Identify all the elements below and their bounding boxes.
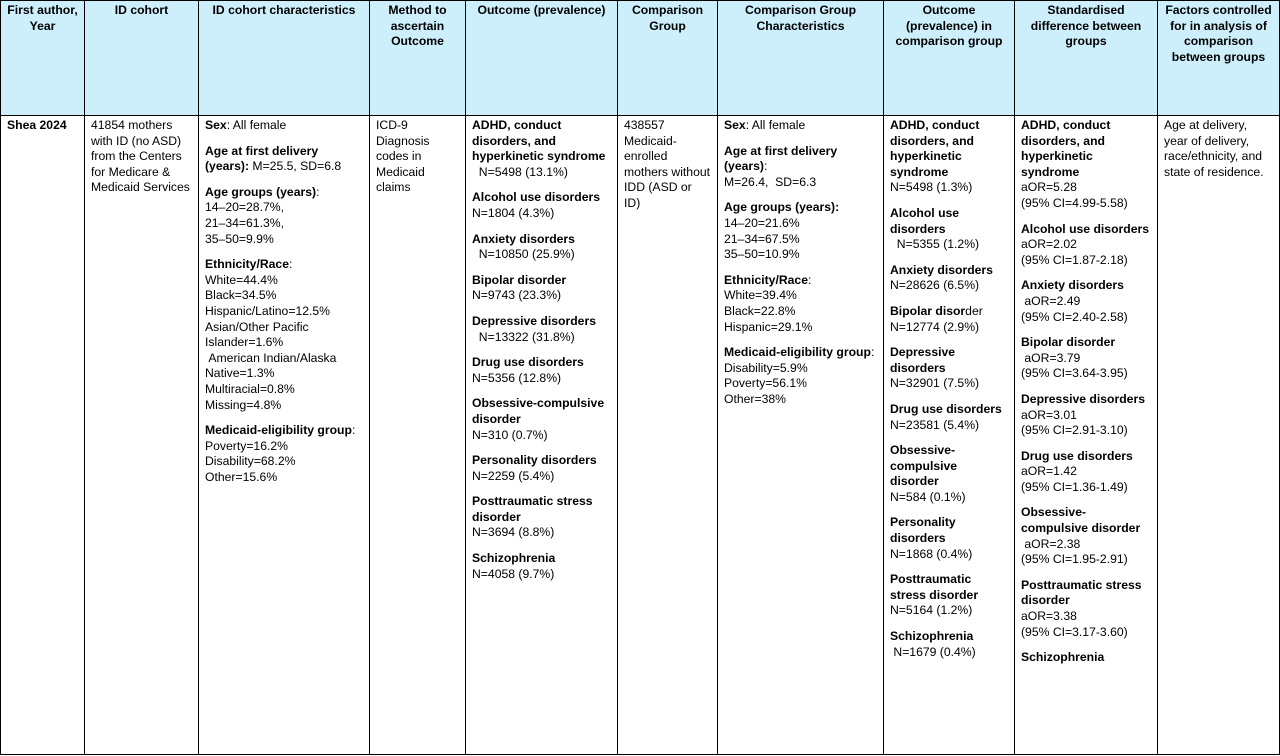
cell-block xyxy=(890,118,1008,196)
cell-outcomes xyxy=(466,116,618,755)
block-label: Obsessive-compulsive disorder xyxy=(890,443,958,489)
cell-comparison-outcomes xyxy=(884,116,1015,755)
block-label: Medicaid-eligibility group xyxy=(205,423,352,438)
block-line: N=12774 (2.9%) xyxy=(890,319,980,334)
block-label: Drug use disorders xyxy=(472,355,584,370)
block-text: : xyxy=(808,272,812,287)
block-label: Schizophrenia xyxy=(472,551,556,566)
cell-block xyxy=(890,345,1008,392)
block-line: 35–50=10.9% xyxy=(724,247,800,262)
cell-block xyxy=(890,304,1008,335)
cell-standardised-difference xyxy=(1015,116,1158,755)
block-line: 21–34=61.3%, xyxy=(205,215,284,230)
cell-block xyxy=(205,144,363,175)
block-label: Bipolar disorder xyxy=(1021,335,1116,350)
block-line: N=5355 (1.2%) xyxy=(890,237,980,252)
header-first-author: First author, Year xyxy=(1,1,85,116)
cell-id-characteristics xyxy=(199,116,370,755)
block-label: Age groups (years) xyxy=(205,184,317,199)
block-label: Posttraumatic stress disorder xyxy=(890,572,979,602)
block-text: : All female xyxy=(226,118,287,132)
cell-block xyxy=(1021,578,1151,640)
block-label: Obsessive-compulsive disorder xyxy=(1021,505,1141,536)
block-line: N=584 (0.1%) xyxy=(890,489,966,504)
block-line: Black=22.8% xyxy=(724,303,796,318)
cell-block xyxy=(1021,650,1151,666)
block-line: N=28626 (6.5%) xyxy=(890,278,980,293)
block-label: Depressive disorders xyxy=(472,313,596,328)
cell-block xyxy=(890,263,1008,294)
block-line: (95% CI=4.99-5.58) xyxy=(1021,195,1128,210)
block-line: aOR=2.02 xyxy=(1021,237,1077,252)
block-line: (95% CI=1.95-2.91) xyxy=(1021,552,1128,567)
block-line: aOR=1.42 xyxy=(1021,464,1077,479)
block-label: Depressive disorders xyxy=(890,345,956,375)
cell-block xyxy=(890,443,1008,505)
block-line: aOR=3.38 xyxy=(1021,609,1077,624)
block-label: Medicaid-eligibility group xyxy=(724,345,871,360)
block-line: N=9743 (23.3%) xyxy=(472,288,562,303)
cell-block xyxy=(724,273,877,335)
block-label: Anxiety disorders xyxy=(890,262,993,277)
cell-block xyxy=(890,515,1008,562)
block-line: N=5356 (12.8%) xyxy=(472,370,562,385)
block-line: Disability=5.9% xyxy=(724,360,808,375)
table-row xyxy=(1,116,1280,755)
block-line: Hispanic=29.1% xyxy=(724,319,813,334)
cell-block xyxy=(472,118,611,180)
block-text: N=2259 (5.4%) xyxy=(472,468,555,483)
cell-block xyxy=(472,273,611,304)
block-label: Bipolar disor xyxy=(890,303,966,318)
cell-block xyxy=(724,200,877,262)
cell-block xyxy=(472,551,611,582)
block-line: (95% CI=1.87-2.18) xyxy=(1021,252,1128,267)
cell-factors: Age at delivery, year of delivery, race/ethnicity, and state of residence. xyxy=(1158,116,1280,755)
block-line: Missing=4.8% xyxy=(205,397,282,412)
block-label: Age at first delivery (years): xyxy=(205,143,319,174)
cell-block xyxy=(472,453,611,484)
block-label: Sex xyxy=(724,118,746,132)
block-line: 14–20=21.6% xyxy=(724,215,800,230)
block-label: Alcohol use disorders xyxy=(890,205,960,236)
cell-comparison-group: 438557 Medicaid-enrolled mothers without IDD (ASD or ID) xyxy=(618,116,718,755)
block-label: Posttraumatic stress disorder xyxy=(472,494,593,524)
block-label: Personality disorders xyxy=(472,453,597,468)
cell-block xyxy=(472,232,611,263)
block-line: N=5498 (1.3%) xyxy=(890,180,973,195)
header-row xyxy=(1,1,1280,116)
block-label: Posttraumatic stress disorder xyxy=(1021,577,1142,608)
cell-block xyxy=(890,206,1008,253)
block-label: Schizophrenia xyxy=(1021,650,1105,665)
header-id-cohort-characteristics: ID cohort characteristics xyxy=(199,1,370,116)
block-line: N=1679 (0.4%) xyxy=(890,644,976,659)
block-label: Schizophrenia xyxy=(890,629,974,644)
cell-block xyxy=(205,118,363,134)
block-label: Personality disorders xyxy=(890,515,956,546)
cell-method: ICD-9 Diagnosis codes in Medicaid claims xyxy=(370,116,466,755)
block-line: N=1868 (0.4%) xyxy=(890,546,973,561)
block-text: der xyxy=(965,303,983,318)
cell-block xyxy=(724,345,877,407)
block-label: Anxiety disorders xyxy=(472,231,575,246)
block-line: aOR=3.79 xyxy=(1021,350,1081,365)
cell-block xyxy=(1021,449,1151,496)
cell-block xyxy=(1021,392,1151,439)
block-line: N=5498 (13.1%) xyxy=(472,164,568,179)
block-line: N=13322 (31.8%) xyxy=(472,329,575,344)
block-line: Other=15.6% xyxy=(205,469,278,484)
cell-block xyxy=(890,629,1008,660)
block-label: ADHD, conduct disorders, and hyperkinetic syndrome xyxy=(890,118,980,179)
block-line: N=10850 (25.9%) xyxy=(472,247,575,262)
cell-block xyxy=(472,314,611,345)
block-line: White=39.4% xyxy=(724,288,797,303)
header-id-cohort: ID cohort xyxy=(85,1,199,116)
cell-block xyxy=(205,185,363,247)
header-method: Method to ascertain Outcome xyxy=(370,1,466,116)
block-label: Ethnicity/Race xyxy=(205,257,289,272)
block-line: White=44.4% xyxy=(205,272,278,287)
cell-block xyxy=(472,355,611,386)
block-line: Disability=68.2% xyxy=(205,454,296,469)
block-label: Age groups (years): xyxy=(724,200,840,215)
cell-block xyxy=(472,494,611,541)
cell-author: Shea 2024 xyxy=(1,116,85,755)
block-text: N=1804 (4.3%) xyxy=(472,205,555,220)
block-text: : xyxy=(763,159,768,174)
cell-block xyxy=(1021,278,1151,325)
cell-id-cohort: 41854 mothers with ID (no ASD) from the Centers for Medicare & Medicaid Services xyxy=(85,116,199,755)
block-line: (95% CI=3.64-3.95) xyxy=(1021,366,1128,381)
block-text: : xyxy=(870,345,875,360)
cell-block xyxy=(724,144,877,191)
block-line: Multiracial=0.8% xyxy=(205,381,295,396)
block-line: N=32901 (7.5%) xyxy=(890,376,980,391)
block-text: : xyxy=(289,257,293,272)
block-label: Drug use disorders xyxy=(1021,448,1133,463)
header-comparison-group: Comparison Group xyxy=(618,1,718,116)
block-text: : xyxy=(316,184,320,199)
block-label: Sex xyxy=(205,118,227,132)
block-line: 14–20=28.7%, xyxy=(205,200,284,215)
cell-block xyxy=(1021,222,1151,269)
block-line: (95% CI=3.17-3.60) xyxy=(1021,624,1128,639)
block-label: Anxiety disorders xyxy=(1021,278,1124,293)
block-line: N=310 (0.7%) xyxy=(472,427,548,442)
cell-block xyxy=(472,190,611,221)
header-comparison-outcome: Outcome (prevalence) in comparison group xyxy=(884,1,1015,116)
cell-block xyxy=(472,396,611,443)
block-line: Other=38% xyxy=(724,391,786,406)
header-comparison-characteristics: Comparison Group Characteristics xyxy=(718,1,884,116)
block-label: Bipolar disorder xyxy=(472,272,567,287)
block-line: (95% CI=2.91-3.10) xyxy=(1021,423,1128,438)
block-label: Obsessive-compulsive disorder xyxy=(472,396,605,426)
block-line: aOR=2.38 xyxy=(1021,536,1081,551)
block-line: N=5164 (1.2%) xyxy=(890,603,973,618)
block-line: N=4058 (9.7%) xyxy=(472,566,555,581)
block-label: Alcohol use disorders xyxy=(472,190,600,205)
block-text: : All female xyxy=(745,118,806,132)
header-outcome: Outcome (prevalence) xyxy=(466,1,618,116)
block-text: M=25.5, SD=6.8 xyxy=(249,159,342,174)
block-line: aOR=5.28 xyxy=(1021,180,1077,195)
block-line: Poverty=56.1% xyxy=(724,376,807,391)
block-line: American Indian/Alaska Native=1.3% xyxy=(205,350,340,381)
cell-block xyxy=(724,118,877,134)
block-text: : Poverty=16.2% xyxy=(205,423,356,453)
block-line: Asian/Other Pacific Islander=1.6% xyxy=(205,319,313,350)
block-label: Alcohol use disorders xyxy=(1021,221,1149,236)
block-line: Hispanic/Latino=12.5% xyxy=(205,303,331,318)
cell-block xyxy=(890,402,1008,433)
block-line: N=3694 (8.8%) xyxy=(472,525,555,540)
block-label: Depressive disorders xyxy=(1021,391,1145,406)
block-line: 35–50=9.9% xyxy=(205,231,274,246)
block-line: aOR=3.01 xyxy=(1021,407,1077,422)
block-line: Black=34.5% xyxy=(205,288,277,303)
block-line: aOR=2.49 xyxy=(1021,293,1081,308)
block-line: 21–34=67.5% xyxy=(724,231,800,246)
header-factors: Factors controlled for in analysis of comparison between groups xyxy=(1158,1,1280,116)
block-label: Ethnicity/Race xyxy=(724,272,808,287)
block-line: (95% CI=1.36-1.49) xyxy=(1021,479,1128,494)
block-line: (95% CI=2.40-2.58) xyxy=(1021,309,1128,324)
block-label: ADHD, conduct disorders, and hyperkinetic syndrome xyxy=(1021,118,1111,179)
cell-block xyxy=(205,423,363,485)
cell-block xyxy=(890,572,1008,619)
cell-block xyxy=(1021,505,1151,567)
cell-block xyxy=(1021,335,1151,382)
header-standardised-difference: Standardised difference between groups xyxy=(1015,1,1158,116)
cell-comparison-characteristics xyxy=(718,116,884,755)
block-line: M=26.4, SD=6.3 xyxy=(724,174,817,189)
block-label: Drug use disorders xyxy=(890,401,1002,416)
block-label: Age at first delivery (years) xyxy=(724,143,838,174)
block-line: N=23581 (5.4%) xyxy=(890,417,980,432)
cell-block xyxy=(1021,118,1151,212)
block-label: ADHD, conduct disorders, and hyperkinetic syndrome xyxy=(472,118,606,164)
cell-block xyxy=(205,257,363,413)
